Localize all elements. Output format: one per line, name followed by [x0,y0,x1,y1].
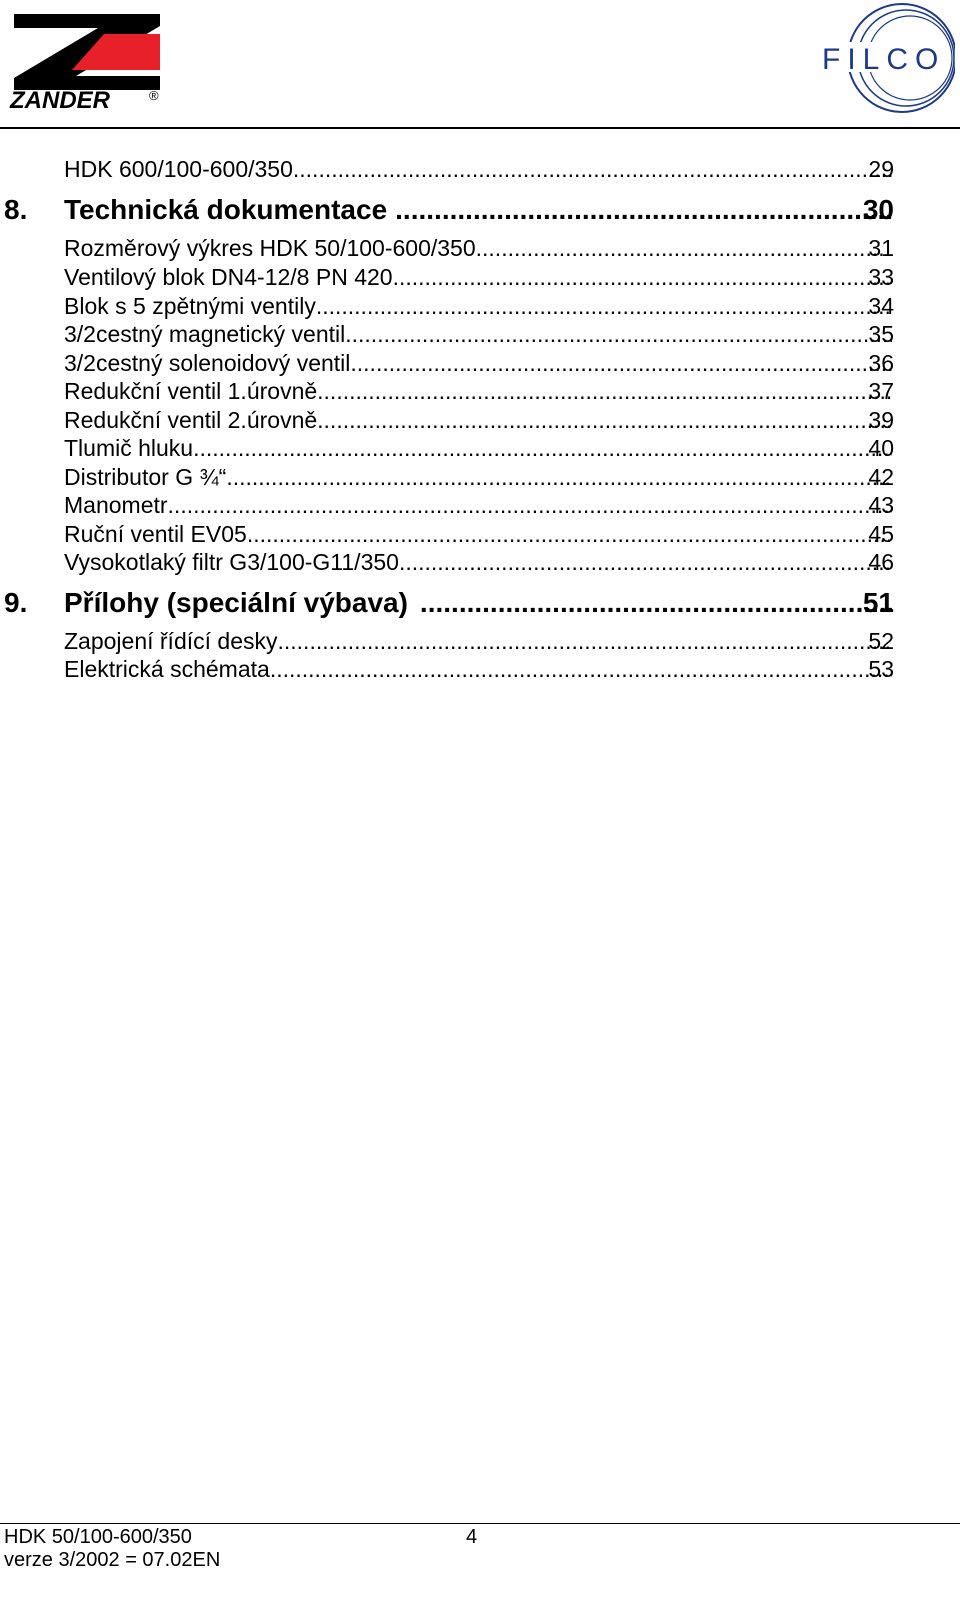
toc-entry-label: Tlumič hluku [64,435,194,461]
toc-entry-label: Zapojení řídící desky [64,628,278,654]
toc-entry-label: Redukční ventil 1.úrovně [64,378,318,404]
footer-page-number: 4 [466,1526,478,1548]
toc-entry-page: 46 [868,549,894,575]
toc-entry-label: HDK 600/100-600/350 [64,156,293,182]
toc-entry-label: Vysokotlaký filtr G3/100-G11/350 [64,549,399,575]
toc-leader-dots [247,520,892,549]
toc-leader-dots [420,586,892,620]
toc-section-number: 8. [4,194,28,225]
toc-leader-dots [193,434,892,463]
toc-entry-page: 42 [868,464,894,490]
zander-wordmark: ZANDER [10,87,110,112]
toc-leader-dots [395,193,892,227]
zander-logo [8,12,173,112]
toc-entry-label: Redukční ventil 2.úrovně [64,407,318,433]
registered-mark: ® [149,88,159,103]
toc-leader-dots [278,627,893,656]
toc-leader-dots [316,292,892,321]
toc-entry-label: Ventilový blok DN4-12/8 PN 420 [64,264,393,290]
toc-entry-page: 53 [868,656,894,682]
footer-doc-id: HDK 50/100-600/350 [4,1526,192,1548]
toc-section-page: 30 [862,194,894,225]
toc-entry-page: 45 [868,521,894,547]
toc-entry-page: 36 [868,350,894,376]
toc-entry-label: Rozměrový výkres HDK 50/100-600/350 [64,235,476,261]
toc-leader-dots [317,406,892,435]
toc-section-label: Přílohy (speciální výbava) [64,587,408,618]
toc-leader-dots [293,155,892,184]
toc-leader-dots [393,263,892,292]
toc-section-number: 9. [4,587,28,618]
toc-entry-page: 35 [868,321,894,347]
toc-leader-dots [345,320,892,349]
header-divider [0,127,960,129]
toc-entry-label: Manometr [64,492,168,518]
footer-version: verze 3/2002 = 07.02EN [4,1549,221,1571]
toc-entry-page: 33 [868,264,894,290]
toc-entry-label: 3/2cestný solenoidový ventil [64,350,351,376]
filco-logo [820,0,955,122]
filco-wordmark: FILCO [822,43,946,76]
toc-entry-page: 31 [868,235,894,261]
toc-leader-dots [350,349,892,378]
toc-entry-page: 39 [868,407,894,433]
toc-leader-dots [168,491,892,520]
toc-entry-page: 40 [868,435,894,461]
toc-section-label: Technická dokumentace [64,194,388,225]
toc-leader-dots [476,234,892,263]
toc-leader-dots [270,655,892,684]
toc-entry-page: 34 [868,293,894,319]
toc-entry-label: Blok s 5 zpětnými ventily [64,293,316,319]
toc-entry-page: 52 [868,628,894,654]
toc-leader-dots [399,548,892,577]
toc-leader-dots [226,463,892,492]
toc-section-page: 51 [862,587,894,618]
footer-divider [0,1523,960,1524]
toc-entry-label: Elektrická schémata [64,656,270,682]
toc-entry-label: Ruční ventil EV05 [64,521,247,547]
toc-leader-dots [317,377,892,406]
toc-entry-page: 29 [868,156,894,182]
toc-entry-label: Distributor G ¾“ [64,464,227,490]
toc-entry-page: 37 [868,378,894,404]
toc-entry-label: 3/2cestný magnetický ventil [64,321,346,347]
toc-entry-page: 43 [868,492,894,518]
